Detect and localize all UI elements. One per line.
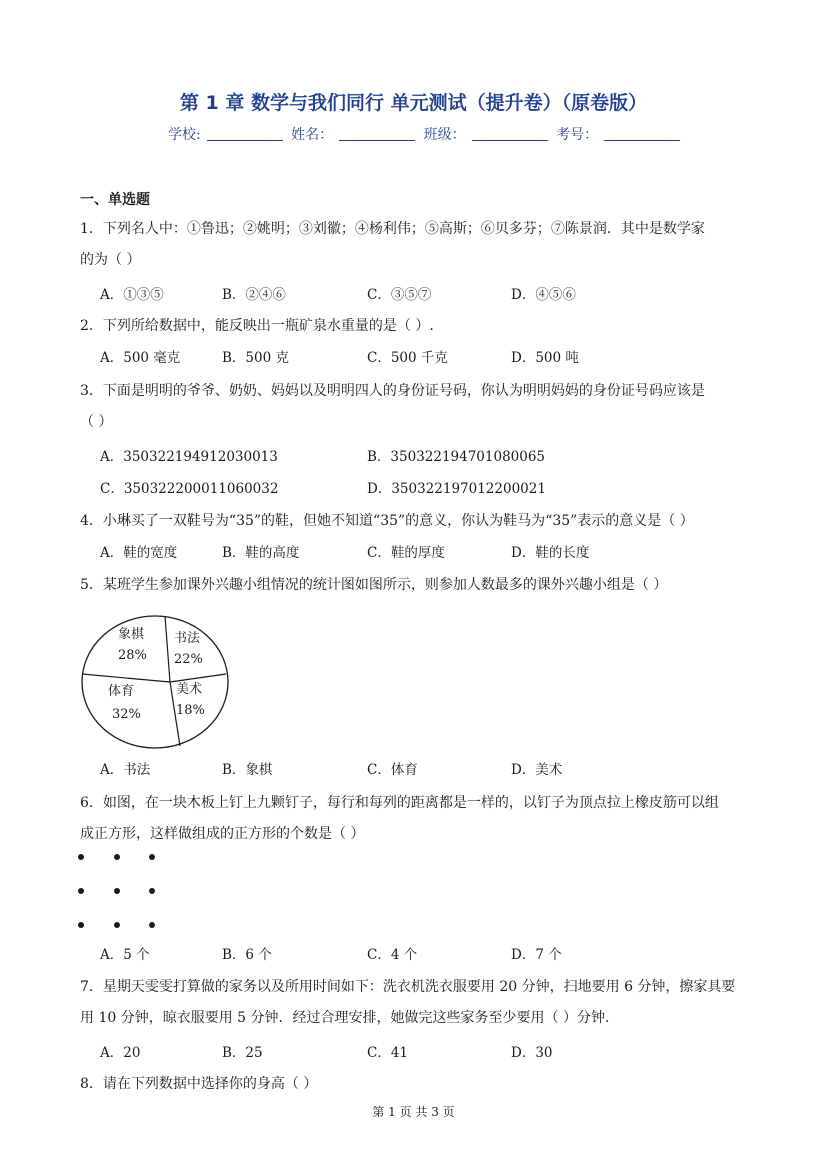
question-6-option-c: C．4 个 [367,947,418,963]
question-7-line-2: 用 10 分钟，晾衣服要用 5 分钟．经过合理安排，她做完这些家务至少要用（ ）分钟. [80,1010,610,1026]
question-3-option-a: A．350322194912030013 [100,449,278,465]
question-5-line-1: 5．某班学生参加课外兴趣小组情况的统计图如图所示，则参加人数最多的课外兴趣小组是（ ） [80,577,668,593]
nail-dot [114,854,120,860]
question-7-line-1: 7．星期天雯雯打算做的家务以及所用时间如下：洗衣机洗衣服要用 20 分钟，扫地要用 6 分钟，擦家具要 [80,979,736,995]
question-4-option-c: C．鞋的厚度 [367,545,445,561]
question-3-line-1: 3．下面是明明的爷爷、奶奶、妈妈以及明明四人的身份证号码，你认为明明妈妈的身份证号码应该是 [80,383,705,399]
slice-label-tiyu: 体育 [108,684,135,699]
number-label: 考号： [556,127,599,143]
class-label: 班级： [423,127,466,143]
question-8-line-1: 8．请在下列数据中选择你的身高（ ） [80,1076,318,1092]
nail-dot [78,854,84,860]
slice-value-shufa: 22% [174,652,203,667]
question-6-option-b: B．6 个 [222,947,272,963]
school-blank[interactable] [207,126,283,141]
nail-dot [78,888,84,894]
nail-dot [114,922,120,928]
question-5-option-b: B．象棋 [222,762,273,778]
question-7-option-c: C．41 [367,1045,409,1061]
number-blank[interactable] [604,126,680,141]
question-3-line-2: （ ） [80,414,113,430]
question-1-line-2: 的为（ ） [80,252,141,268]
school-label: 学校: [168,127,201,143]
question-4-option-d: D．鞋的长度 [511,545,590,561]
nail-dot [149,854,155,860]
question-5-option-a: A．书法 [100,762,151,778]
page-footer: 第 1 页 共 3 页 [372,1105,455,1119]
nail-dot [149,922,155,928]
question-6-option-a: A．5 个 [100,947,150,963]
section-heading: 一、单选题 [80,192,150,208]
question-4-option-b: B．鞋的高度 [222,545,300,561]
question-3-option-d: D．350322197012200021 [367,481,546,497]
nail-dot [114,888,120,894]
question-6-line-1: 6．如图，在一块木板上钉上九颗钉子，每行和每列的距离都是一样的，以钉子为顶点拉上橡皮筋可以组 [80,795,719,811]
student-info-line [168,124,684,144]
question-5-option-d: D．美术 [511,762,563,778]
slice-value-meishu: 18% [176,703,205,718]
question-2-option-b: B．500 克 [222,350,289,366]
question-2-option-a: A．500 毫克 [100,350,181,366]
question-6-option-d: D．7 个 [511,947,562,963]
question-1-option-b: B．②④⑥ [222,287,286,303]
name-blank[interactable] [339,126,415,141]
question-4-option-a: A．鞋的宽度 [100,545,178,561]
interest-group-pie-chart [80,614,230,750]
slice-label-shufa: 书法 [174,631,201,646]
name-label: 姓名： [291,127,334,143]
question-6-line-2: 成正方形，这样做组成的正方形的个数是（ ） [80,826,365,842]
slice-value-tiyu: 32% [112,707,141,722]
question-4-line-1: 4．小琳买了一双鞋号为“35”的鞋，但她不知道“35”的意义，你认为鞋马为“35”表示的意义是（ ） [80,513,694,529]
question-3-option-c: C．350322200011060032 [100,481,279,497]
slice-label-xiangqi: 象棋 [118,627,145,642]
class-blank[interactable] [472,126,548,141]
pie-outline [82,616,228,748]
question-5-option-c: C．体育 [367,762,418,778]
question-7-option-a: A．20 [100,1045,141,1061]
page-title: 第 1 章 数学与我们同行 单元测试（提升卷）（原卷版） [179,92,648,114]
question-1-option-a: A．①③⑤ [100,287,164,303]
question-3-option-b: B．350322194701080065 [367,449,546,465]
question-2-option-c: C．500 千克 [367,350,448,366]
slice-value-xiangqi: 28% [118,648,147,663]
slice-label-meishu: 美术 [176,682,203,697]
question-7-option-d: D．30 [511,1045,553,1061]
question-2-option-d: D．500 吨 [511,350,579,366]
nail-dot [149,888,155,894]
question-1-option-d: D．④⑤⑥ [511,287,576,303]
question-1-option-c: C．③⑤⑦ [367,287,432,303]
nail-dot [78,922,84,928]
question-7-option-b: B．25 [222,1045,263,1061]
question-2-line-1: 2．下列所给数据中，能反映出一瓶矿泉水重量的是（ ）. [80,318,434,334]
question-1-line-1: 1．下列名人中：①鲁迅；②姚明；③刘徽；④杨利伟；⑤高斯；⑥贝多芬；⑦陈景润．其中是数学家 [80,221,705,237]
